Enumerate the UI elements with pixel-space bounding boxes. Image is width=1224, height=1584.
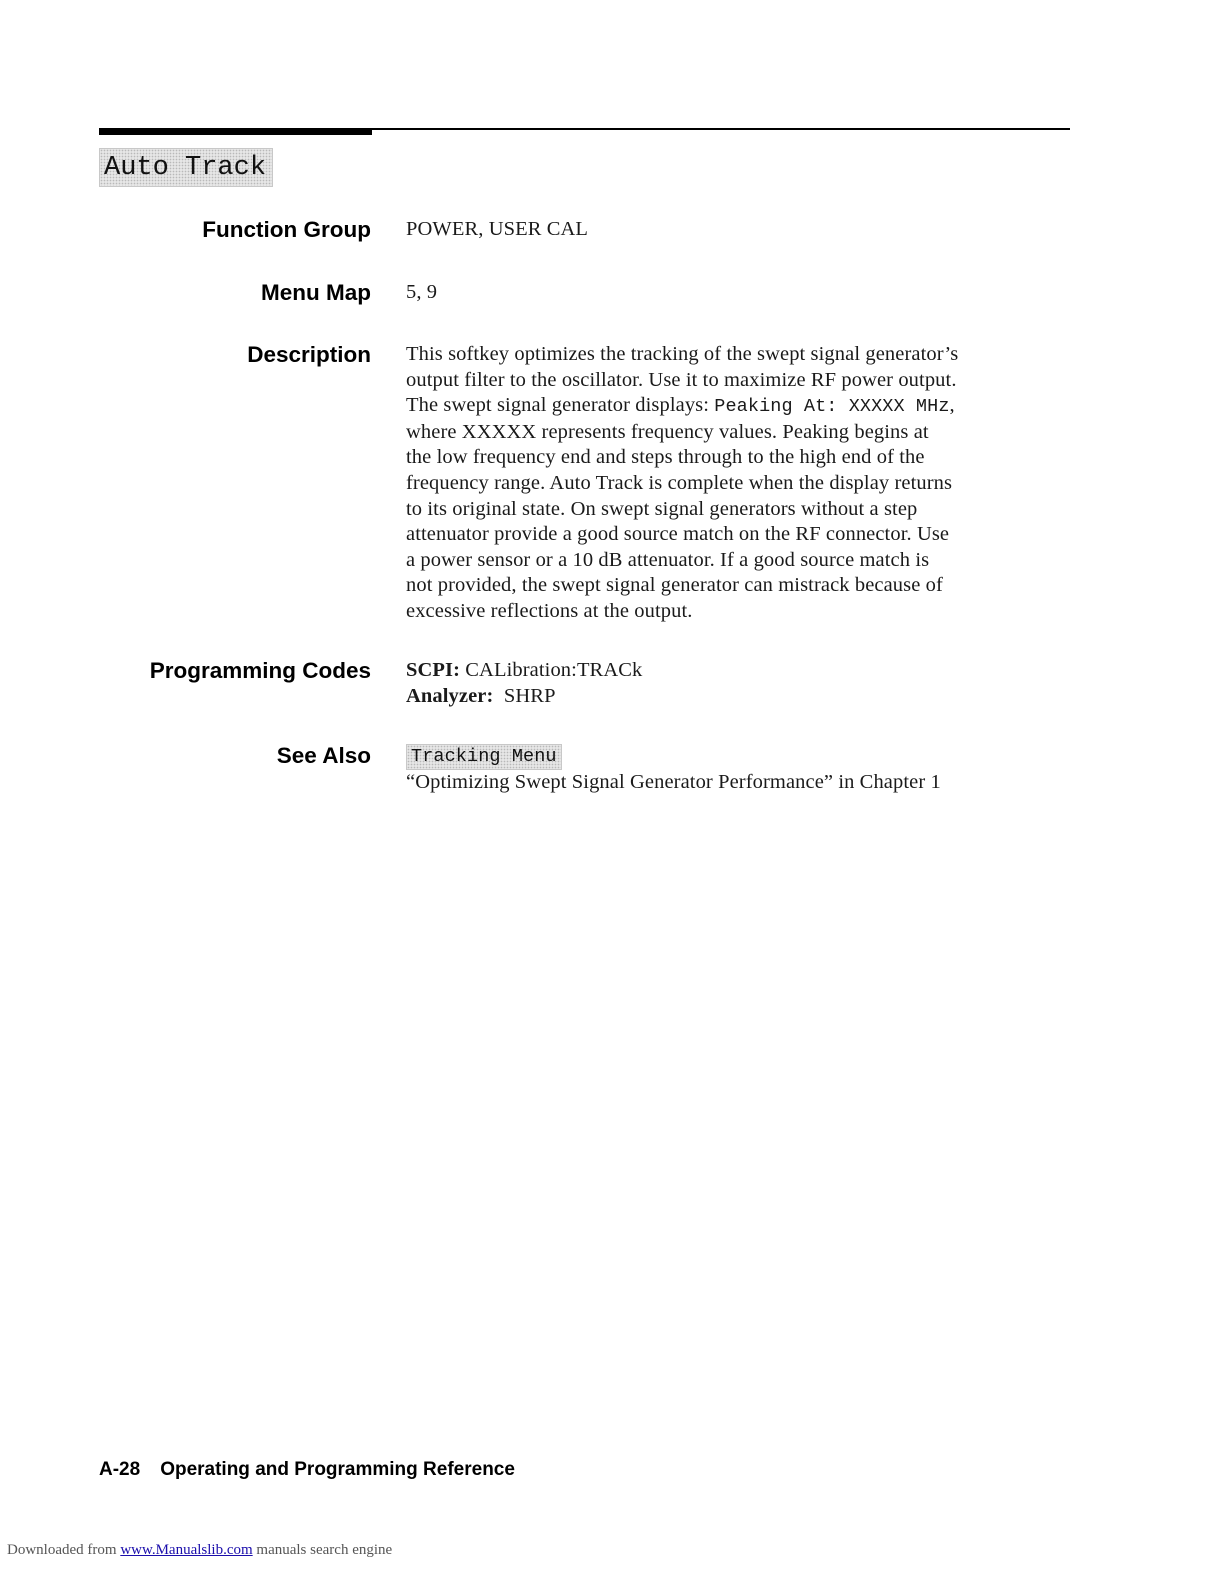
scpi-command: CALibration:TRACk xyxy=(465,659,643,681)
description-line: excessive reflections at the output. xyxy=(406,599,693,622)
programming-codes-label: Programming Codes xyxy=(149,658,371,683)
display-message-suffix: , xyxy=(949,394,955,417)
description-line: the low frequency end and steps through to the high end of the xyxy=(406,446,925,469)
menu-map-value: 5, 9 xyxy=(406,281,438,303)
description-label: Description xyxy=(247,342,371,367)
header-rule-thick xyxy=(99,128,372,135)
title-softkey: Auto Track xyxy=(99,148,273,187)
header-rule-thin xyxy=(372,128,1070,130)
scpi-line xyxy=(406,658,1070,684)
description-line: where XXXXX represents frequency values. Peaking begins at xyxy=(406,420,929,443)
see-also-value xyxy=(406,743,1070,796)
analyzer-command: SHRP xyxy=(503,684,556,707)
footer-section-title: Operating and Programming Reference xyxy=(160,1459,515,1480)
description-line: not provided, the swept signal generator can mistrack because of xyxy=(406,574,943,597)
description-line xyxy=(406,393,1070,420)
page-footer xyxy=(99,1459,515,1481)
manualslib-link[interactable]: www.Manualslib.com xyxy=(120,1542,253,1558)
analyzer-line xyxy=(406,684,1070,710)
programming-codes-value xyxy=(406,658,1070,709)
function-group-value: POWER, USER CAL xyxy=(406,218,589,240)
description-text xyxy=(406,342,1070,625)
description-line: a power sensor or a 10 dB attenuator. If a good source match is xyxy=(406,548,930,571)
scpi-label: SCPI: xyxy=(406,659,461,681)
page-number: A-28 xyxy=(99,1459,141,1480)
download-prefix: Downloaded from xyxy=(7,1542,121,1558)
analyzer-label: Analyzer: xyxy=(406,684,494,707)
download-notice xyxy=(7,1542,392,1559)
description-line: This softkey optimizes the tracking of the swept signal generator’s xyxy=(406,343,959,365)
description-line: attenuator provide a good source match on the RF connector. Use xyxy=(406,523,950,546)
download-suffix: manuals search engine xyxy=(252,1542,393,1558)
display-message: Peaking At: XXXXX MHz xyxy=(714,396,950,418)
description-line: to its original state. On swept signal generators without a step xyxy=(406,497,918,520)
description-line: output filter to the oscillator. Use it to maximize RF power output. xyxy=(406,368,957,391)
description-line-text: The swept signal generator displays: xyxy=(406,394,715,417)
menu-map-label: Menu Map xyxy=(261,280,371,305)
description-line: frequency range. Auto Track is complete when the display returns xyxy=(406,471,953,494)
function-group-label: Function Group xyxy=(202,217,371,242)
see-also-label: See Also xyxy=(276,743,371,768)
see-also-reference: “Optimizing Swept Signal Generator Performance” in Chapter 1 xyxy=(406,771,941,793)
tracking-menu-softkey: Tracking Menu xyxy=(406,744,562,770)
